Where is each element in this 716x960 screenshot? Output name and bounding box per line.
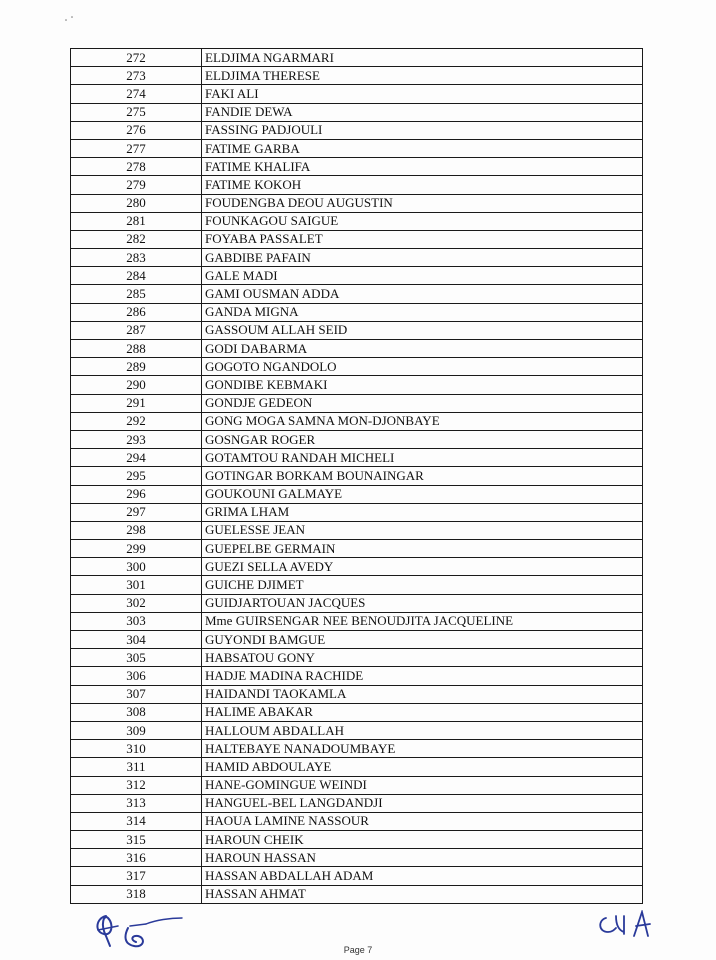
row-number-cell: 276 (71, 121, 202, 139)
row-number-cell: 307 (71, 685, 202, 703)
row-number-cell: 288 (71, 340, 202, 358)
row-number-cell: 272 (71, 49, 202, 67)
table-row (71, 885, 643, 903)
row-name-cell: HANGUEL-BEL LANGDANDJI (202, 794, 643, 812)
row-number-cell: 280 (71, 194, 202, 212)
row-name-cell: FOUDENGBA DEOU AUGUSTIN (202, 194, 643, 212)
table-row (71, 521, 643, 539)
row-name-cell: FASSING PADJOULI (202, 121, 643, 139)
row-name-cell: HANE-GOMINGUE WEINDI (202, 776, 643, 794)
row-number-cell: 286 (71, 303, 202, 321)
row-number-cell: 284 (71, 267, 202, 285)
row-name-cell: GODI DABARMA (202, 340, 643, 358)
row-name-cell: HASSAN AHMAT (202, 885, 643, 903)
handwritten-initials-mark (594, 910, 656, 940)
table-row (71, 394, 643, 412)
row-name-cell: HALTEBAYE NANADOUMBAYE (202, 740, 643, 758)
table-row (71, 49, 643, 67)
row-number-cell: 311 (71, 758, 202, 776)
table-row (71, 340, 643, 358)
table-row (71, 176, 643, 194)
table-row (71, 558, 643, 576)
row-number-cell: 289 (71, 358, 202, 376)
table-row (71, 503, 643, 521)
row-number-cell: 296 (71, 485, 202, 503)
table-row (71, 121, 643, 139)
row-number-cell: 306 (71, 667, 202, 685)
row-number-cell: 292 (71, 412, 202, 430)
row-number-cell: 310 (71, 740, 202, 758)
row-name-cell: GOSNGAR ROGER (202, 430, 643, 448)
table-row (71, 612, 643, 630)
table-row (71, 703, 643, 721)
table-row (71, 103, 643, 121)
row-number-cell: 312 (71, 776, 202, 794)
table-row (71, 467, 643, 485)
row-name-cell: HAMID ABDOULAYE (202, 758, 643, 776)
row-name-cell: HALLOUM ABDALLAH (202, 721, 643, 739)
row-number-cell: 293 (71, 430, 202, 448)
table-row (71, 776, 643, 794)
row-number-cell: 302 (71, 594, 202, 612)
row-number-cell: 294 (71, 449, 202, 467)
row-name-cell: GRIMA LHAM (202, 503, 643, 521)
table-row (71, 303, 643, 321)
row-name-cell: GUYONDI BAMGUE (202, 631, 643, 649)
row-number-cell: 314 (71, 812, 202, 830)
row-name-cell: FAKI ALI (202, 85, 643, 103)
row-number-cell: 287 (71, 321, 202, 339)
row-name-cell: HADJE MADINA RACHIDE (202, 667, 643, 685)
table-row (71, 85, 643, 103)
row-number-cell: 275 (71, 103, 202, 121)
table-row (71, 212, 643, 230)
row-name-cell: HAOUA LAMINE NASSOUR (202, 812, 643, 830)
table-row (71, 230, 643, 248)
table-row (71, 576, 643, 594)
row-number-cell: 317 (71, 867, 202, 885)
row-name-cell: FANDIE DEWA (202, 103, 643, 121)
row-name-cell: GASSOUM ALLAH SEID (202, 321, 643, 339)
table-row (71, 721, 643, 739)
row-number-cell: 297 (71, 503, 202, 521)
row-name-cell: FOUNKAGOU SAIGUE (202, 212, 643, 230)
table-row (71, 849, 643, 867)
row-name-cell: HASSAN ABDALLAH ADAM (202, 867, 643, 885)
table-row (71, 376, 643, 394)
row-name-cell: HAROUN CHEIK (202, 831, 643, 849)
row-name-cell: HABSATOU GONY (202, 649, 643, 667)
row-number-cell: 318 (71, 885, 202, 903)
row-number-cell: 274 (71, 85, 202, 103)
row-number-cell: 283 (71, 249, 202, 267)
row-name-cell: ELDJIMA NGARMARI (202, 49, 643, 67)
table-row (71, 740, 643, 758)
row-name-cell: GOTAMTOU RANDAH MICHELI (202, 449, 643, 467)
row-number-cell: 309 (71, 721, 202, 739)
row-name-cell: GONDIBE KEBMAKI (202, 376, 643, 394)
row-number-cell: 295 (71, 467, 202, 485)
table-row (71, 631, 643, 649)
table-row (71, 812, 643, 830)
row-name-cell: GOTINGAR BORKAM BOUNAINGAR (202, 467, 643, 485)
row-number-cell: 300 (71, 558, 202, 576)
row-name-cell: HALIME ABAKAR (202, 703, 643, 721)
table-row (71, 831, 643, 849)
row-number-cell: 313 (71, 794, 202, 812)
row-name-cell: GOUKOUNI GALMAYE (202, 485, 643, 503)
row-number-cell: 301 (71, 576, 202, 594)
row-number-cell: 316 (71, 849, 202, 867)
row-name-cell: GAMI OUSMAN ADDA (202, 285, 643, 303)
table-row (71, 139, 643, 157)
row-name-cell: HAROUN HASSAN (202, 849, 643, 867)
table-row (71, 667, 643, 685)
row-number-cell: 277 (71, 139, 202, 157)
table-row (71, 194, 643, 212)
row-number-cell: 303 (71, 612, 202, 630)
row-number-cell: 281 (71, 212, 202, 230)
page-number: Page 7 (343, 945, 373, 955)
table-row (71, 249, 643, 267)
row-name-cell: GOGOTO NGANDOLO (202, 358, 643, 376)
row-name-cell: HAIDANDI TAOKAMLA (202, 685, 643, 703)
roster-table (70, 48, 643, 904)
row-name-cell: GUELESSE JEAN (202, 521, 643, 539)
row-name-cell: GONDJE GEDEON (202, 394, 643, 412)
table-row (71, 649, 643, 667)
row-number-cell: 273 (71, 67, 202, 85)
table-row (71, 158, 643, 176)
table-row (71, 867, 643, 885)
table-row (71, 449, 643, 467)
row-number-cell: 291 (71, 394, 202, 412)
row-name-cell: Mme GUIRSENGAR NEE BENOUDJITA JACQUELINE (202, 612, 643, 630)
row-name-cell: GANDA MIGNA (202, 303, 643, 321)
row-number-cell: 305 (71, 649, 202, 667)
table-row (71, 358, 643, 376)
table-row (71, 685, 643, 703)
table-row (71, 594, 643, 612)
row-name-cell: GUEPELBE GERMAIN (202, 540, 643, 558)
table-row (71, 267, 643, 285)
row-name-cell: GUICHE DJIMET (202, 576, 643, 594)
row-name-cell: GALE MADI (202, 267, 643, 285)
table-row (71, 758, 643, 776)
row-number-cell: 285 (71, 285, 202, 303)
table-row (71, 321, 643, 339)
row-number-cell: 299 (71, 540, 202, 558)
table-row (71, 285, 643, 303)
table-row (71, 540, 643, 558)
row-number-cell: 278 (71, 158, 202, 176)
row-name-cell: FATIME GARBA (202, 139, 643, 157)
scan-speck-mark (64, 15, 76, 23)
row-number-cell: 304 (71, 631, 202, 649)
row-number-cell: 282 (71, 230, 202, 248)
row-number-cell: 308 (71, 703, 202, 721)
row-name-cell: FOYABA PASSALET (202, 230, 643, 248)
row-name-cell: GABDIBE PAFAIN (202, 249, 643, 267)
row-name-cell: GONG MOGA SAMNA MON-DJONBAYE (202, 412, 643, 430)
table-row (71, 412, 643, 430)
row-number-cell: 298 (71, 521, 202, 539)
row-number-cell: 315 (71, 831, 202, 849)
row-name-cell: FATIME KHALIFA (202, 158, 643, 176)
table-row (71, 794, 643, 812)
row-name-cell: ELDJIMA THERESE (202, 67, 643, 85)
roster-table-body (71, 49, 643, 904)
table-row (71, 485, 643, 503)
table-row (71, 67, 643, 85)
row-name-cell: GUIDJARTOUAN JACQUES (202, 594, 643, 612)
row-name-cell: GUEZI SELLA AVEDY (202, 558, 643, 576)
row-number-cell: 279 (71, 176, 202, 194)
row-number-cell: 290 (71, 376, 202, 394)
table-row (71, 430, 643, 448)
row-name-cell: FATIME KOKOH (202, 176, 643, 194)
